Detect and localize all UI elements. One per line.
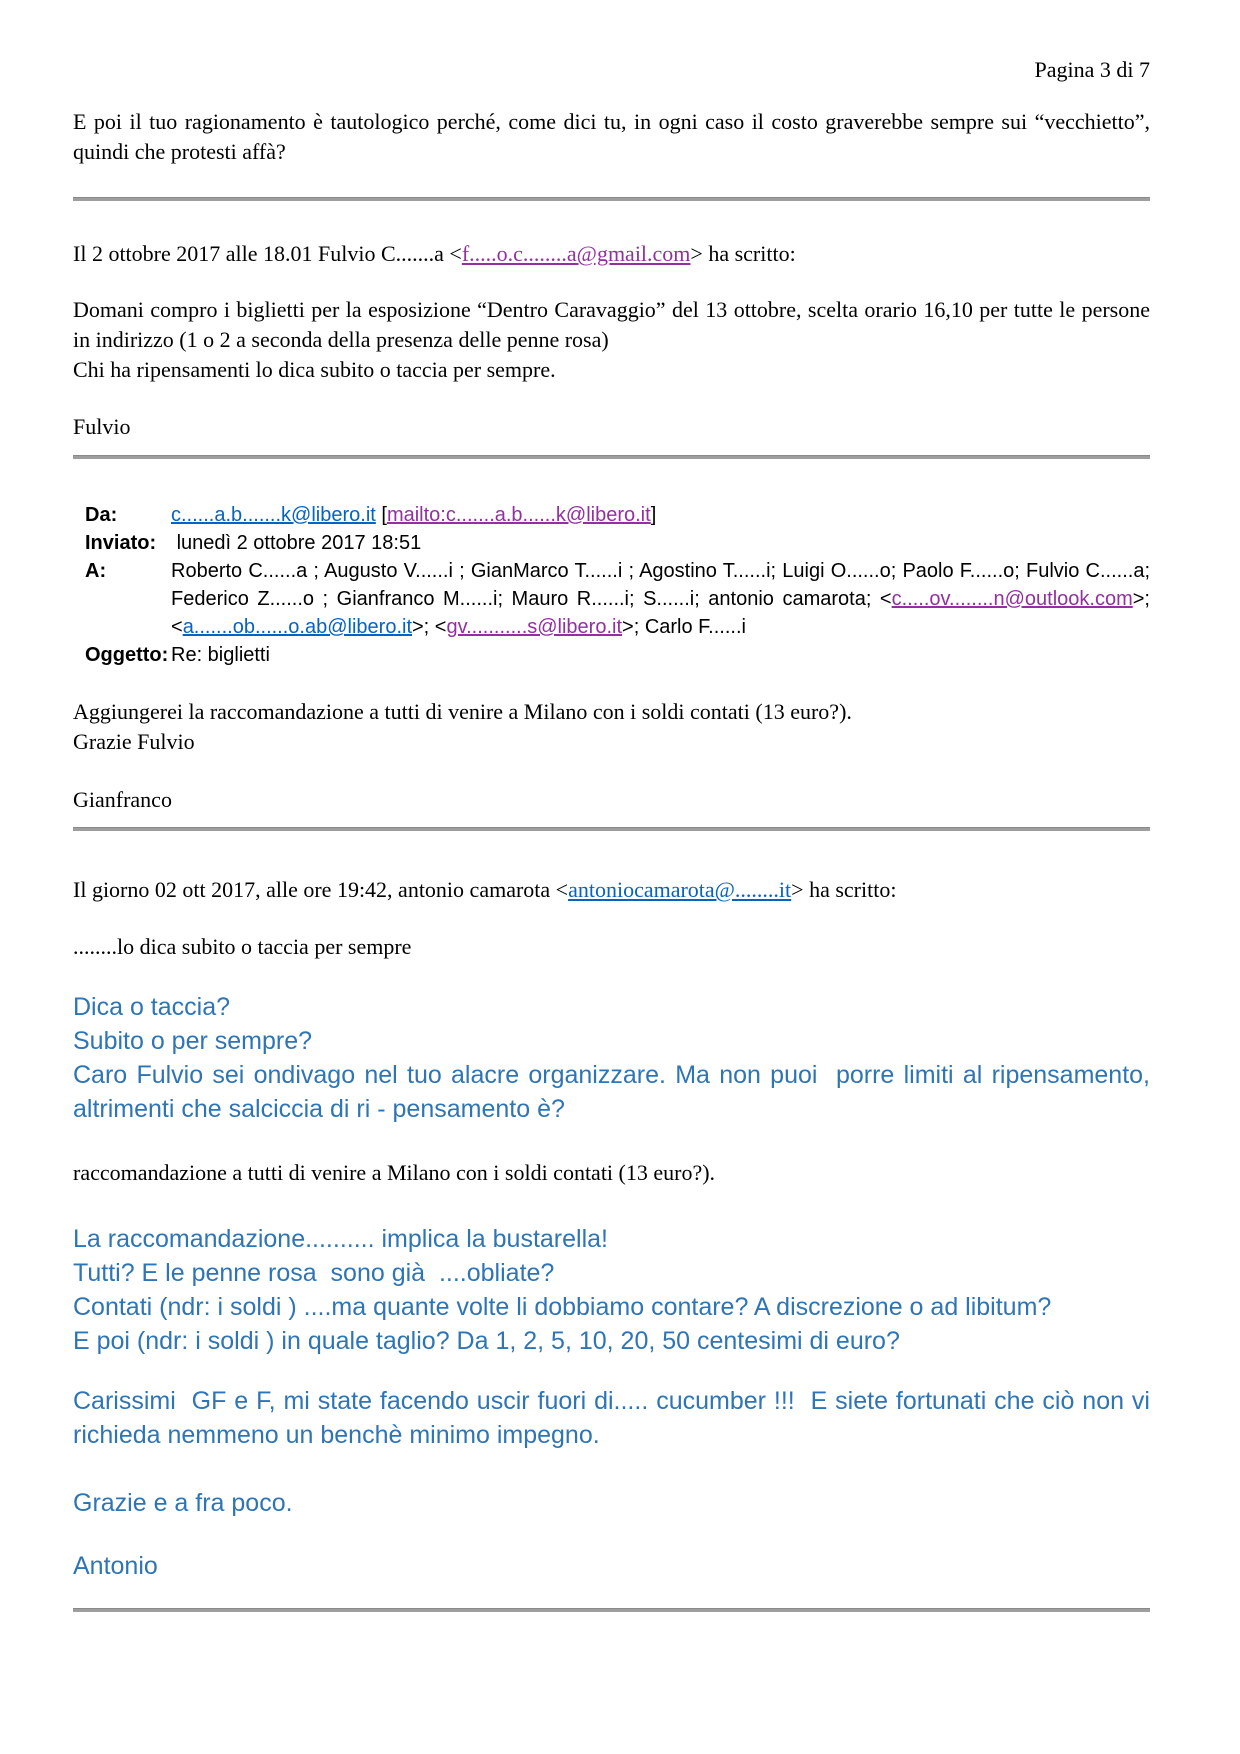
fulvio-quote-body-line2: Chi ha ripensamenti lo dica subito o taccia per sempre.	[73, 357, 556, 382]
divider	[73, 197, 1150, 201]
divider	[73, 455, 1150, 459]
text-segment: ]	[650, 504, 657, 526]
libero-link-2[interactable]: a.......ob......o.ab@libero.it	[182, 616, 412, 638]
gianfranco-message-line2: Grazie Fulvio	[73, 729, 195, 754]
antonio-signature: Antonio	[73, 1552, 158, 1580]
fulvio-signature: Fulvio	[73, 414, 131, 439]
antonio-quoted-line: ........lo dica subito o taccia per sempre	[73, 934, 412, 959]
antonio-email-link[interactable]: antoniocamarota@........it	[568, 877, 792, 902]
mail-header-inviato-label: Inviato:	[85, 532, 157, 554]
mail-header-block	[85, 501, 1150, 669]
top-paragraph: E poi il tuo ragionamento è tautologico perché, come dici tu, in ogni caso il costo graverebbe sempre sui “vecchietto”, quindi che protesti affà?	[73, 109, 1150, 164]
divider	[73, 1608, 1150, 1612]
mail-header-a-value	[171, 557, 1150, 641]
text-segment: >; <	[171, 588, 1150, 638]
reply-line: La raccomandazione.......... implica la bustarella!	[73, 1225, 608, 1253]
mail-header-oggetto-value: Re: biglietti	[171, 644, 270, 666]
mail-header-a-label: A:	[85, 560, 107, 582]
reply-text: Contati (ndr: i soldi ) ....ma quante volte li dobbiamo contare? A discrezione o ad libitum?	[73, 1293, 1052, 1321]
reply-text: Caro Fulvio sei ondivago nel tuo alacre organizzare. Ma non puoi porre limiti al ripensamento, altrimenti che salciccia di ri - pensamento è?	[73, 1061, 1157, 1123]
text-segment: [	[375, 504, 387, 526]
mail-header-da-label: Da:	[85, 504, 118, 526]
gianfranco-signature: Gianfranco	[73, 787, 172, 812]
reply-line: Dica o taccia?	[73, 993, 231, 1021]
text-segment: Il giorno 02 ott 2017, alle ore 19:42, antonio camarota <	[73, 877, 569, 902]
mailto-link[interactable]: mailto:c.......a.b......k@libero.it	[386, 504, 651, 526]
gmail-link[interactable]: f.....o.c........a@gmail.com	[461, 241, 691, 266]
outlook-link[interactable]: c.....ov........n@outlook.com	[891, 588, 1133, 610]
libero-link[interactable]: c......a.b.......k@libero.it	[171, 504, 376, 526]
quoted-raccomandazione: raccomandazione a tutti di venire a Milano con i soldi contati (13 euro?).	[73, 1160, 716, 1185]
mail-header-oggetto-label: Oggetto:	[85, 644, 169, 666]
reply-line: Subito o per sempre?	[73, 1027, 313, 1055]
gianfranco-message-line1: Aggiungerei la raccomandazione a tutti di venire a Milano con i soldi contati (13 euro?).	[73, 699, 852, 724]
text-segment: >; <	[412, 616, 447, 638]
text-segment: Roberto C......a ; Augusto V......i ; GianMarco T......i ; Agostino T......i; Luigi O......o; Paolo F......o; Fulvio C......a; Federico Z......o ; Gianfranco M......i; Mauro R......i; S......i; antonio camarota; <	[171, 560, 1150, 610]
page-number: Pagina 3 di 7	[1034, 57, 1150, 82]
mail-header-inviato-value: lunedì 2 ottobre 2017 18:51	[171, 532, 422, 554]
reply-line: E poi (ndr: i soldi ) in quale taglio? Da 1, 2, 5, 10, 20, 50 centesimi di euro?	[73, 1327, 900, 1355]
antonio-reply-closing: Grazie e a fra poco.	[73, 1489, 293, 1517]
mail-header-da-value	[171, 501, 1150, 529]
fulvio-quote-body: Domani compro i biglietti per la esposizione “Dentro Caravaggio” del 13 ottobre, scelta orario 16,10 per tutte le persone in indirizzo (1 o 2 a seconda della presenza delle penne rosa)	[73, 297, 1150, 352]
antonio-reply-paragraph-3: Carissimi GF e F, mi state facendo uscir fuori di..... cucumber !!! E siete fortunati che ciò non vi richieda nemmeno un benchè minimo impegno.	[73, 1387, 1157, 1449]
text-segment: Il 2 ottobre 2017 alle 18.01 Fulvio C.......a <	[73, 241, 462, 266]
text-segment: > ha scritto:	[690, 241, 796, 266]
text-segment: >; Carlo F......i	[622, 616, 746, 638]
antonio-reply-paragraph-1	[73, 990, 1157, 1126]
fulvio-quote-intro	[73, 239, 1150, 269]
divider	[73, 827, 1150, 831]
antonio-quote-intro	[73, 875, 1150, 905]
text-segment: > ha scritto:	[791, 877, 897, 902]
gianfranco-message	[73, 697, 1150, 757]
reply-line: Tutti? E le penne rosa sono già ....obliate?	[73, 1259, 555, 1287]
libero-link-3[interactable]: gv...........s@libero.it	[446, 616, 623, 638]
antonio-reply-paragraph-2	[73, 1222, 1150, 1358]
